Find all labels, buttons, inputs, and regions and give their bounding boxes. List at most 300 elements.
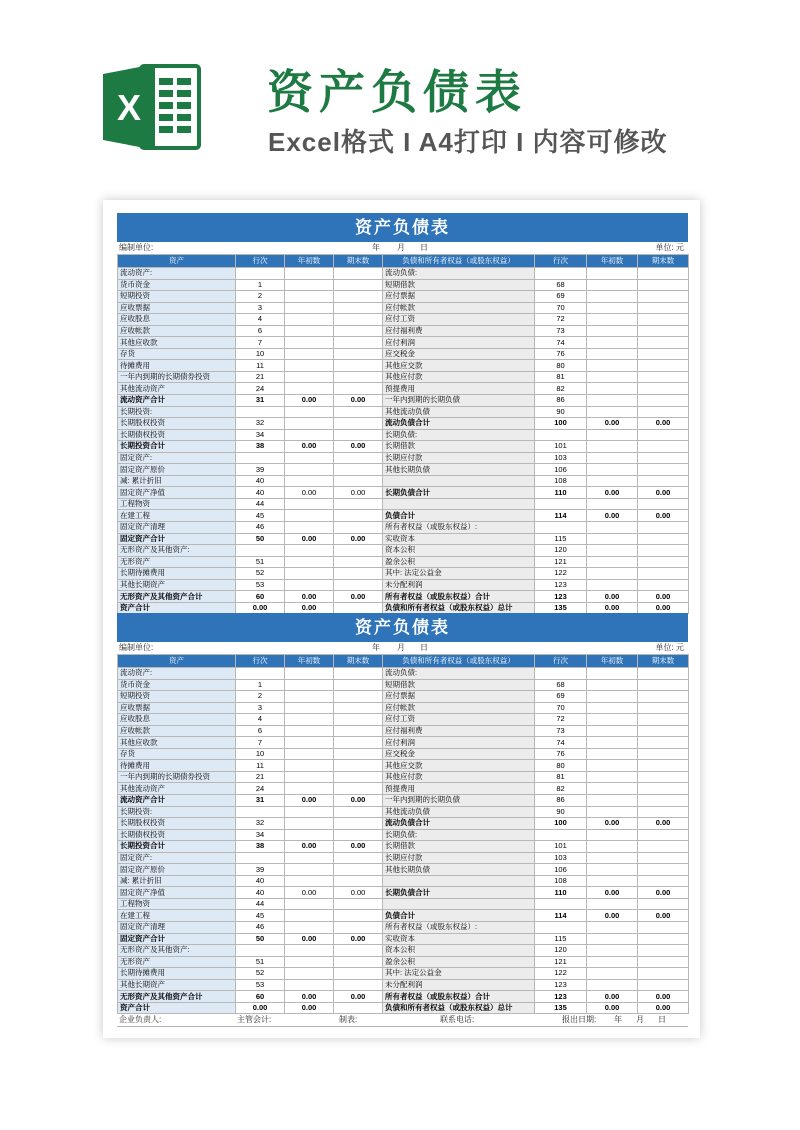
table-cell[interactable]: 0.00 <box>285 991 334 1003</box>
table-cell[interactable]: 其他流动负债 <box>383 806 535 818</box>
table-cell[interactable]: 69 <box>535 691 587 703</box>
table-cell[interactable] <box>587 268 638 280</box>
table-cell[interactable]: 82 <box>535 383 587 395</box>
table-cell[interactable]: 长期借款 <box>383 441 535 453</box>
table-cell[interactable] <box>587 314 638 326</box>
table-cell[interactable]: 存货 <box>118 748 236 760</box>
table-cell[interactable] <box>334 737 383 749</box>
table-cell[interactable] <box>334 679 383 691</box>
table-cell[interactable] <box>638 725 689 737</box>
table-cell[interactable]: 110 <box>535 887 587 899</box>
table-cell[interactable]: 其他流动资产 <box>118 383 236 395</box>
table-cell[interactable] <box>638 383 689 395</box>
table-cell[interactable]: 0.00 <box>285 487 334 499</box>
table-cell[interactable]: 11 <box>236 760 285 772</box>
table-cell[interactable]: 0.00 <box>285 395 334 407</box>
table-cell[interactable]: 一年内到期的长期负债 <box>383 795 535 807</box>
table-cell[interactable]: 一年内到期的长期债券投资 <box>118 371 236 383</box>
table-cell[interactable] <box>638 933 689 945</box>
table-cell[interactable]: 无形资产 <box>118 556 236 568</box>
table-cell[interactable]: 应交税金 <box>383 348 535 360</box>
table-cell[interactable]: 31 <box>236 395 285 407</box>
table-cell[interactable]: 工程物资 <box>118 498 236 510</box>
table-cell[interactable] <box>587 795 638 807</box>
table-cell[interactable]: 固定资产合计 <box>118 933 236 945</box>
table-cell[interactable]: 39 <box>236 864 285 876</box>
table-cell[interactable]: 0.00 <box>285 887 334 899</box>
table-cell[interactable]: 21 <box>236 771 285 783</box>
table-cell[interactable] <box>285 314 334 326</box>
table-cell[interactable]: 34 <box>236 829 285 841</box>
table-cell[interactable] <box>587 852 638 864</box>
table-cell[interactable] <box>334 510 383 522</box>
table-cell[interactable]: 90 <box>535 406 587 418</box>
table-cell[interactable] <box>587 875 638 887</box>
table-cell[interactable]: 120 <box>535 945 587 957</box>
table-cell[interactable] <box>285 429 334 441</box>
table-cell[interactable] <box>285 452 334 464</box>
table-cell[interactable] <box>587 452 638 464</box>
table-cell[interactable]: 122 <box>535 568 587 580</box>
table-cell[interactable]: 0.00 <box>236 1002 285 1014</box>
table-cell[interactable] <box>236 668 285 680</box>
table-cell[interactable] <box>285 475 334 487</box>
table-cell[interactable] <box>334 956 383 968</box>
table-cell[interactable] <box>236 852 285 864</box>
table-cell[interactable] <box>587 556 638 568</box>
table-cell[interactable]: 73 <box>535 725 587 737</box>
table-cell[interactable] <box>285 579 334 591</box>
table-cell[interactable] <box>587 498 638 510</box>
table-cell[interactable] <box>587 348 638 360</box>
table-cell[interactable] <box>334 568 383 580</box>
table-cell[interactable]: 86 <box>535 795 587 807</box>
table-cell[interactable]: 资产合计 <box>118 1002 236 1014</box>
table-cell[interactable] <box>285 268 334 280</box>
table-cell[interactable] <box>334 875 383 887</box>
table-cell[interactable] <box>334 760 383 772</box>
table-cell[interactable]: 76 <box>535 348 587 360</box>
table-cell[interactable]: 45 <box>236 910 285 922</box>
table-cell[interactable]: 123 <box>535 991 587 1003</box>
table-cell[interactable] <box>638 864 689 876</box>
table-cell[interactable]: 4 <box>236 714 285 726</box>
table-cell[interactable] <box>638 533 689 545</box>
table-cell[interactable] <box>285 464 334 476</box>
table-cell[interactable]: 135 <box>535 1002 587 1014</box>
table-cell[interactable]: 70 <box>535 702 587 714</box>
table-cell[interactable] <box>285 668 334 680</box>
table-cell[interactable] <box>638 737 689 749</box>
table-cell[interactable]: 流动资产: <box>118 268 236 280</box>
table-cell[interactable] <box>334 337 383 349</box>
table-cell[interactable]: 0.00 <box>638 602 689 614</box>
table-cell[interactable]: 74 <box>535 737 587 749</box>
table-cell[interactable]: 长期投资合计 <box>118 841 236 853</box>
table-cell[interactable]: 短期投资 <box>118 691 236 703</box>
table-cell[interactable] <box>334 945 383 957</box>
table-cell[interactable]: 存货 <box>118 348 236 360</box>
table-cell[interactable]: 流动负债: <box>383 268 535 280</box>
table-cell[interactable] <box>334 429 383 441</box>
table-cell[interactable]: 10 <box>236 748 285 760</box>
table-cell[interactable] <box>285 302 334 314</box>
table-cell[interactable] <box>285 818 334 830</box>
table-cell[interactable]: 资本公积 <box>383 545 535 557</box>
table-cell[interactable]: 所有者权益（或股东权益）合计 <box>383 991 535 1003</box>
table-cell[interactable]: 长期待摊费用 <box>118 568 236 580</box>
table-cell[interactable]: 长期借款 <box>383 841 535 853</box>
table-cell[interactable]: 负债合计 <box>383 910 535 922</box>
table-cell[interactable] <box>638 679 689 691</box>
table-cell[interactable]: 60 <box>236 991 285 1003</box>
table-cell[interactable]: 其他应收款 <box>118 737 236 749</box>
table-cell[interactable]: 0.00 <box>587 887 638 899</box>
table-cell[interactable] <box>334 864 383 876</box>
table-cell[interactable]: 长期待摊费用 <box>118 968 236 980</box>
table-cell[interactable]: 6 <box>236 725 285 737</box>
table-cell[interactable] <box>587 568 638 580</box>
table-cell[interactable] <box>334 818 383 830</box>
table-cell[interactable]: 1 <box>236 679 285 691</box>
table-cell[interactable] <box>638 325 689 337</box>
table-cell[interactable] <box>587 279 638 291</box>
table-cell[interactable]: 53 <box>236 579 285 591</box>
table-cell[interactable] <box>587 406 638 418</box>
table-cell[interactable]: 其他应付款 <box>383 771 535 783</box>
table-cell[interactable]: 0.00 <box>638 591 689 603</box>
table-cell[interactable]: 应付票据 <box>383 291 535 303</box>
table-cell[interactable] <box>334 852 383 864</box>
table-cell[interactable]: 40 <box>236 475 285 487</box>
table-cell[interactable]: 32 <box>236 818 285 830</box>
table-cell[interactable]: 应收票据 <box>118 302 236 314</box>
table-cell[interactable]: 其中: 法定公益金 <box>383 568 535 580</box>
table-cell[interactable]: 0.00 <box>285 591 334 603</box>
table-cell[interactable]: 固定资产: <box>118 452 236 464</box>
table-cell[interactable]: 114 <box>535 510 587 522</box>
table-cell[interactable] <box>334 545 383 557</box>
table-cell[interactable]: 0.00 <box>587 487 638 499</box>
table-cell[interactable] <box>334 702 383 714</box>
table-cell[interactable]: 7 <box>236 337 285 349</box>
table-cell[interactable]: 应收股息 <box>118 714 236 726</box>
table-cell[interactable]: 预提费用 <box>383 783 535 795</box>
table-cell[interactable]: 0.00 <box>285 533 334 545</box>
table-cell[interactable] <box>334 898 383 910</box>
table-cell[interactable] <box>638 371 689 383</box>
table-cell[interactable] <box>587 945 638 957</box>
table-cell[interactable]: 长期股权投资 <box>118 418 236 430</box>
table-cell[interactable]: 0.00 <box>638 418 689 430</box>
table-cell[interactable] <box>587 691 638 703</box>
table-cell[interactable]: 122 <box>535 968 587 980</box>
table-cell[interactable]: 90 <box>535 806 587 818</box>
table-cell[interactable] <box>285 714 334 726</box>
table-cell[interactable]: 货币资金 <box>118 679 236 691</box>
table-cell[interactable] <box>383 498 535 510</box>
table-cell[interactable] <box>334 922 383 934</box>
table-cell[interactable] <box>587 968 638 980</box>
table-cell[interactable] <box>638 395 689 407</box>
table-cell[interactable]: 一年内到期的长期负债 <box>383 395 535 407</box>
table-cell[interactable]: 46 <box>236 522 285 534</box>
table-cell[interactable]: 流动资产: <box>118 668 236 680</box>
table-cell[interactable]: 73 <box>535 325 587 337</box>
table-cell[interactable]: 51 <box>236 956 285 968</box>
table-cell[interactable] <box>638 945 689 957</box>
table-cell[interactable] <box>587 383 638 395</box>
table-cell[interactable]: 0.00 <box>285 1002 334 1014</box>
table-cell[interactable]: 长期债权投资 <box>118 429 236 441</box>
table-cell[interactable]: 123 <box>535 979 587 991</box>
table-cell[interactable]: 0.00 <box>285 441 334 453</box>
table-cell[interactable] <box>334 579 383 591</box>
table-cell[interactable]: 预提费用 <box>383 383 535 395</box>
table-cell[interactable]: 应交税金 <box>383 748 535 760</box>
table-cell[interactable]: 39 <box>236 464 285 476</box>
table-cell[interactable] <box>236 545 285 557</box>
table-cell[interactable] <box>334 691 383 703</box>
table-cell[interactable]: 53 <box>236 979 285 991</box>
table-cell[interactable]: 0.00 <box>638 991 689 1003</box>
table-cell[interactable] <box>334 464 383 476</box>
table-cell[interactable]: 其他流动负债 <box>383 406 535 418</box>
table-cell[interactable]: 应收帐款 <box>118 325 236 337</box>
table-cell[interactable]: 应付利润 <box>383 737 535 749</box>
table-cell[interactable]: 24 <box>236 383 285 395</box>
table-cell[interactable] <box>587 737 638 749</box>
table-cell[interactable]: 资本公积 <box>383 945 535 957</box>
table-cell[interactable] <box>638 441 689 453</box>
table-cell[interactable] <box>334 556 383 568</box>
table-cell[interactable] <box>638 522 689 534</box>
table-cell[interactable] <box>638 691 689 703</box>
table-cell[interactable] <box>285 406 334 418</box>
table-cell[interactable] <box>236 268 285 280</box>
table-cell[interactable]: 50 <box>236 933 285 945</box>
table-cell[interactable] <box>285 291 334 303</box>
table-cell[interactable] <box>285 383 334 395</box>
table-cell[interactable]: 长期应付款 <box>383 452 535 464</box>
table-cell[interactable]: 应收帐款 <box>118 725 236 737</box>
table-cell[interactable] <box>535 668 587 680</box>
table-cell[interactable] <box>638 875 689 887</box>
table-cell[interactable] <box>638 348 689 360</box>
table-cell[interactable]: 2 <box>236 691 285 703</box>
table-cell[interactable]: 46 <box>236 922 285 934</box>
table-cell[interactable] <box>285 760 334 772</box>
table-cell[interactable] <box>285 702 334 714</box>
table-cell[interactable] <box>236 945 285 957</box>
table-cell[interactable] <box>285 371 334 383</box>
table-cell[interactable] <box>535 522 587 534</box>
table-cell[interactable] <box>334 418 383 430</box>
table-cell[interactable] <box>535 829 587 841</box>
table-cell[interactable]: 长期负债: <box>383 829 535 841</box>
table-cell[interactable]: 流动负债: <box>383 668 535 680</box>
table-cell[interactable]: 其他应交款 <box>383 360 535 372</box>
table-cell[interactable] <box>236 806 285 818</box>
table-cell[interactable] <box>285 498 334 510</box>
table-cell[interactable] <box>285 771 334 783</box>
table-cell[interactable] <box>285 568 334 580</box>
table-cell[interactable]: 101 <box>535 441 587 453</box>
table-cell[interactable] <box>334 725 383 737</box>
table-cell[interactable]: 31 <box>236 795 285 807</box>
table-cell[interactable] <box>638 979 689 991</box>
table-cell[interactable] <box>587 545 638 557</box>
table-cell[interactable] <box>638 579 689 591</box>
table-cell[interactable] <box>638 337 689 349</box>
table-cell[interactable]: 在建工程 <box>118 910 236 922</box>
table-cell[interactable]: 其他流动资产 <box>118 783 236 795</box>
table-cell[interactable] <box>334 314 383 326</box>
table-cell[interactable]: 应付福利费 <box>383 325 535 337</box>
table-cell[interactable]: 其中: 法定公益金 <box>383 968 535 980</box>
table-cell[interactable]: 38 <box>236 441 285 453</box>
table-cell[interactable] <box>638 302 689 314</box>
table-cell[interactable] <box>285 748 334 760</box>
table-cell[interactable]: 114 <box>535 910 587 922</box>
table-cell[interactable]: 所有者权益（或股东权益）合计 <box>383 591 535 603</box>
table-cell[interactable] <box>334 979 383 991</box>
table-cell[interactable] <box>587 783 638 795</box>
table-cell[interactable]: 货币资金 <box>118 279 236 291</box>
table-cell[interactable]: 0.00 <box>285 933 334 945</box>
table-cell[interactable] <box>638 898 689 910</box>
table-cell[interactable] <box>638 922 689 934</box>
table-cell[interactable] <box>285 806 334 818</box>
table-cell[interactable]: 10 <box>236 348 285 360</box>
table-cell[interactable] <box>587 668 638 680</box>
table-cell[interactable] <box>587 956 638 968</box>
table-cell[interactable] <box>587 898 638 910</box>
table-cell[interactable]: 72 <box>535 314 587 326</box>
table-cell[interactable]: 应付票据 <box>383 691 535 703</box>
table-cell[interactable] <box>383 898 535 910</box>
table-cell[interactable] <box>334 279 383 291</box>
table-cell[interactable]: 120 <box>535 545 587 557</box>
table-cell[interactable]: 40 <box>236 887 285 899</box>
table-cell[interactable]: 40 <box>236 875 285 887</box>
table-cell[interactable] <box>638 714 689 726</box>
table-cell[interactable] <box>334 360 383 372</box>
table-cell[interactable] <box>535 898 587 910</box>
table-cell[interactable] <box>638 771 689 783</box>
table-cell[interactable] <box>383 475 535 487</box>
table-cell[interactable]: 固定资产合计 <box>118 533 236 545</box>
table-cell[interactable]: 应付利润 <box>383 337 535 349</box>
table-cell[interactable] <box>587 533 638 545</box>
table-cell[interactable] <box>587 679 638 691</box>
table-cell[interactable] <box>587 371 638 383</box>
table-cell[interactable] <box>334 291 383 303</box>
table-cell[interactable]: 负债和所有者权益（或股东权益）总计 <box>383 1002 535 1014</box>
table-cell[interactable]: 0.00 <box>587 602 638 614</box>
table-cell[interactable]: 无形资产及其他资产合计 <box>118 591 236 603</box>
table-cell[interactable] <box>638 291 689 303</box>
table-cell[interactable]: 固定资产清理 <box>118 522 236 534</box>
table-cell[interactable]: 盈余公积 <box>383 556 535 568</box>
table-cell[interactable]: 0.00 <box>587 991 638 1003</box>
table-cell[interactable] <box>236 452 285 464</box>
table-cell[interactable]: 68 <box>535 279 587 291</box>
table-cell[interactable] <box>535 922 587 934</box>
table-cell[interactable]: 100 <box>535 818 587 830</box>
table-cell[interactable] <box>587 714 638 726</box>
table-cell[interactable]: 待摊费用 <box>118 760 236 772</box>
table-cell[interactable] <box>334 829 383 841</box>
table-cell[interactable] <box>285 360 334 372</box>
table-cell[interactable]: 69 <box>535 291 587 303</box>
table-cell[interactable] <box>285 510 334 522</box>
table-cell[interactable]: 流动资产合计 <box>118 395 236 407</box>
table-cell[interactable]: 固定资产净值 <box>118 887 236 899</box>
table-cell[interactable]: 流动负债合计 <box>383 418 535 430</box>
table-cell[interactable] <box>638 668 689 680</box>
table-cell[interactable]: 50 <box>236 533 285 545</box>
table-cell[interactable] <box>638 956 689 968</box>
table-cell[interactable]: 0.00 <box>285 841 334 853</box>
table-cell[interactable] <box>587 725 638 737</box>
table-cell[interactable]: 72 <box>535 714 587 726</box>
table-cell[interactable]: 123 <box>535 591 587 603</box>
table-cell[interactable]: 7 <box>236 737 285 749</box>
table-cell[interactable]: 32 <box>236 418 285 430</box>
table-cell[interactable] <box>638 841 689 853</box>
table-cell[interactable]: 80 <box>535 360 587 372</box>
table-cell[interactable] <box>587 829 638 841</box>
table-cell[interactable]: 短期借款 <box>383 679 535 691</box>
table-cell[interactable]: 无形资产及其他资产合计 <box>118 991 236 1003</box>
table-cell[interactable] <box>334 325 383 337</box>
table-cell[interactable]: 减: 累计折旧 <box>118 475 236 487</box>
table-cell[interactable]: 应付工资 <box>383 314 535 326</box>
table-cell[interactable]: 0.00 <box>285 602 334 614</box>
table-cell[interactable]: 流动资产合计 <box>118 795 236 807</box>
table-cell[interactable]: 实收资本 <box>383 933 535 945</box>
table-cell[interactable] <box>638 545 689 557</box>
table-cell[interactable]: 106 <box>535 464 587 476</box>
table-cell[interactable] <box>587 933 638 945</box>
table-cell[interactable] <box>285 829 334 841</box>
table-cell[interactable]: 44 <box>236 498 285 510</box>
table-cell[interactable]: 0.00 <box>587 910 638 922</box>
table-cell[interactable]: 135 <box>535 602 587 614</box>
table-cell[interactable] <box>334 268 383 280</box>
table-cell[interactable] <box>638 806 689 818</box>
table-cell[interactable] <box>285 418 334 430</box>
table-cell[interactable] <box>638 429 689 441</box>
table-cell[interactable]: 其他长期资产 <box>118 579 236 591</box>
table-cell[interactable]: 短期投资 <box>118 291 236 303</box>
table-cell[interactable]: 0.00 <box>334 487 383 499</box>
table-cell[interactable] <box>334 783 383 795</box>
table-cell[interactable] <box>334 910 383 922</box>
table-cell[interactable]: 待摊费用 <box>118 360 236 372</box>
table-cell[interactable] <box>334 498 383 510</box>
table-cell[interactable]: 长期投资合计 <box>118 441 236 453</box>
table-cell[interactable] <box>587 464 638 476</box>
table-cell[interactable] <box>285 679 334 691</box>
table-cell[interactable] <box>285 864 334 876</box>
table-cell[interactable]: 51 <box>236 556 285 568</box>
table-cell[interactable] <box>383 875 535 887</box>
table-cell[interactable]: 0.00 <box>638 910 689 922</box>
table-cell[interactable]: 0.00 <box>638 818 689 830</box>
table-cell[interactable]: 减: 累计折旧 <box>118 875 236 887</box>
